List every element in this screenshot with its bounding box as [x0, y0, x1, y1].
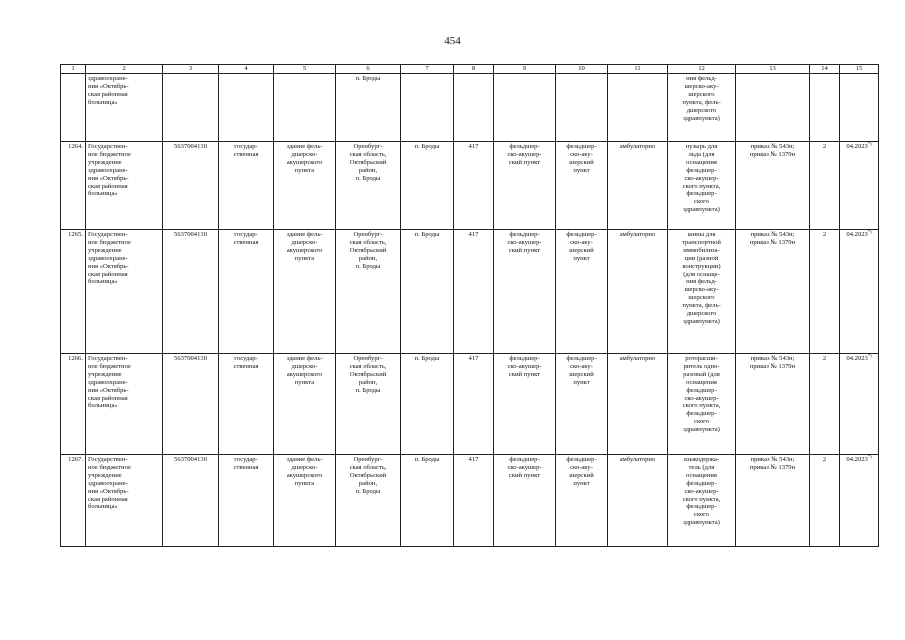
cell-ownership: государ- ственная [219, 142, 274, 230]
header-col-7: 7 [401, 65, 454, 74]
cell-order: приказ № 543н; приказ № 1379н [736, 230, 810, 354]
cell-qty: 2 [810, 354, 840, 455]
cell-date [840, 455, 879, 547]
cell-locality: п. Броды [401, 142, 454, 230]
cell-dept: фельдшер- ско-аку- шерский пункт [556, 230, 608, 354]
page-number: 454 [444, 35, 461, 47]
cell-building [274, 74, 336, 142]
cell-unit [494, 74, 556, 142]
cell-locality [401, 74, 454, 142]
header-col-15: 15 [840, 65, 879, 74]
cell-dept: фельдшер- ско-аку- шерский пункт [556, 455, 608, 547]
header-col-12: 12 [668, 65, 736, 74]
date-value: 04.2023 [846, 231, 868, 238]
cell-ownership: государ- ственная [219, 455, 274, 547]
cell-equipment: пузырь для льда (для оснащения фельдшер- ско-акушер- ского пункта, фельдшер- ского здравпункта) [668, 142, 736, 230]
cell-code: 417 [454, 354, 494, 455]
cell-qty: 2 [810, 455, 840, 547]
cell-order [736, 74, 810, 142]
cell-unit: фельдшер- ско-акушер- ский пункт [494, 142, 556, 230]
cell-inn: 5637004130 [163, 142, 219, 230]
date-value: 04.2023 [846, 456, 868, 463]
cell-qty: 2 [810, 230, 840, 354]
header-col-4: 4 [219, 65, 274, 74]
cell-care: амбулаторно [608, 142, 668, 230]
date-footnote-mark: *) [867, 141, 872, 146]
cell-dept: фельдшер- ско-аку- шерский пункт [556, 354, 608, 455]
cell-code: 417 [454, 230, 494, 354]
cell-address: Оренбург- ская область, Октябрьский район, п. Броды [336, 230, 401, 354]
cell-code: 417 [454, 142, 494, 230]
cell-date [840, 74, 879, 142]
equipment-table [60, 64, 879, 547]
header-col-14: 14 [810, 65, 840, 74]
cell-equipment: роторасши- ритель одно- разовый (для оснащения фельдшер- ско-акушер- ского пункта, фельдшер- ского здравпункта) [668, 354, 736, 455]
cell-equipment: ния фельд- шерско-аку- шерского пункта, фель- дшерского здравпункта) [668, 74, 736, 142]
cell-ownership: государ- ственная [219, 230, 274, 354]
cell-equipment: шины для транспортной иммобилиза- ции (разной конструкции) (для оснаще- ния фельд- шерско-аку- шерского пункта, фель- дшерского здравпункта) [668, 230, 736, 354]
cell-dept: фельдшер- ско-аку- шерский пункт [556, 142, 608, 230]
header-col-13: 13 [736, 65, 810, 74]
date-footnote-mark: *) [867, 229, 872, 234]
cell-code: 417 [454, 455, 494, 547]
cell-org: Государствен- ное бюджетное учреждение здравоохране- ния «Октябрь- ская районная больница» [86, 142, 163, 230]
header-col-10: 10 [556, 65, 608, 74]
cell-address: п. Броды [336, 74, 401, 142]
cell-inn: 5637004130 [163, 354, 219, 455]
cell-building: здание фель- дшерско- акушерского пункта [274, 230, 336, 354]
cell-unit: фельдшер- ско-акушер- ский пункт [494, 354, 556, 455]
cell-code [454, 74, 494, 142]
header-col-2: 2 [86, 65, 163, 74]
cell-ownership: государ- ственная [219, 354, 274, 455]
header-col-6: 6 [336, 65, 401, 74]
cell-equipment: языкодержа- тель (для оснащения фельдшер- ско-акушер- ского пункта, фельдшер- ского здравпункта) [668, 455, 736, 547]
cell-inn: 5637004130 [163, 230, 219, 354]
cell-qty [810, 74, 840, 142]
cell-unit: фельдшер- ско-акушер- ский пункт [494, 230, 556, 354]
table-row [61, 142, 879, 230]
table-row [61, 455, 879, 547]
cell-order: приказ № 543н; приказ № 1379н [736, 142, 810, 230]
cell-address: Оренбург- ская область, Октябрьский район, п. Броды [336, 455, 401, 547]
header-col-3: 3 [163, 65, 219, 74]
cell-date [840, 142, 879, 230]
cell-ownership [219, 74, 274, 142]
cell-org: Государствен- ное бюджетное учреждение здравоохране- ния «Октябрь- ская районная больница» [86, 354, 163, 455]
cell-inn [163, 74, 219, 142]
header-col-8: 8 [454, 65, 494, 74]
cell-order: приказ № 543н; приказ № 1379н [736, 455, 810, 547]
header-row [61, 65, 879, 74]
cell-care: амбулаторно [608, 230, 668, 354]
cell-num [61, 74, 86, 142]
cell-building: здание фель- дшерско- акушерского пункта [274, 455, 336, 547]
cell-date [840, 354, 879, 455]
cell-care: амбулаторно [608, 455, 668, 547]
date-value: 04.2023 [846, 143, 868, 150]
cell-building: здание фель- дшерско- акушерского пункта [274, 142, 336, 230]
cell-address: Оренбург- ская область, Октябрьский район, п. Броды [336, 354, 401, 455]
date-footnote-mark: *) [867, 454, 872, 459]
table-row [61, 230, 879, 354]
continued-row [61, 74, 879, 142]
cell-num: 1264. [61, 142, 86, 230]
cell-locality: п. Броды [401, 230, 454, 354]
header-col-1: 1 [61, 65, 86, 74]
cell-care: амбулаторно [608, 354, 668, 455]
header-col-5: 5 [274, 65, 336, 74]
header-col-11: 11 [608, 65, 668, 74]
header-col-9: 9 [494, 65, 556, 74]
cell-org: Государствен- ное бюджетное учреждение здравоохране- ния «Октябрь- ская районная больница» [86, 230, 163, 354]
cell-org: здравоохране- ния «Октябрь- ская районная больница» [86, 74, 163, 142]
table-row [61, 354, 879, 455]
cell-locality: п. Броды [401, 354, 454, 455]
date-footnote-mark: *) [867, 353, 872, 358]
cell-address: Оренбург- ская область, Октябрьский район, п. Броды [336, 142, 401, 230]
cell-building: здание фель- дшерско- акушерского пункта [274, 354, 336, 455]
cell-locality: п. Броды [401, 455, 454, 547]
cell-org: Государствен- ное бюджетное учреждение здравоохране- ния «Октябрь- ская районная больница» [86, 455, 163, 547]
cell-qty: 2 [810, 142, 840, 230]
cell-care [608, 74, 668, 142]
cell-num: 1265. [61, 230, 86, 354]
cell-unit: фельдшер- ско-акушер- ский пункт [494, 455, 556, 547]
date-value: 04.2023 [846, 355, 868, 362]
cell-num: 1267. [61, 455, 86, 547]
cell-date [840, 230, 879, 354]
cell-num: 1266. [61, 354, 86, 455]
cell-dept [556, 74, 608, 142]
cell-order: приказ № 543н; приказ № 1379н [736, 354, 810, 455]
cell-inn: 5637004130 [163, 455, 219, 547]
